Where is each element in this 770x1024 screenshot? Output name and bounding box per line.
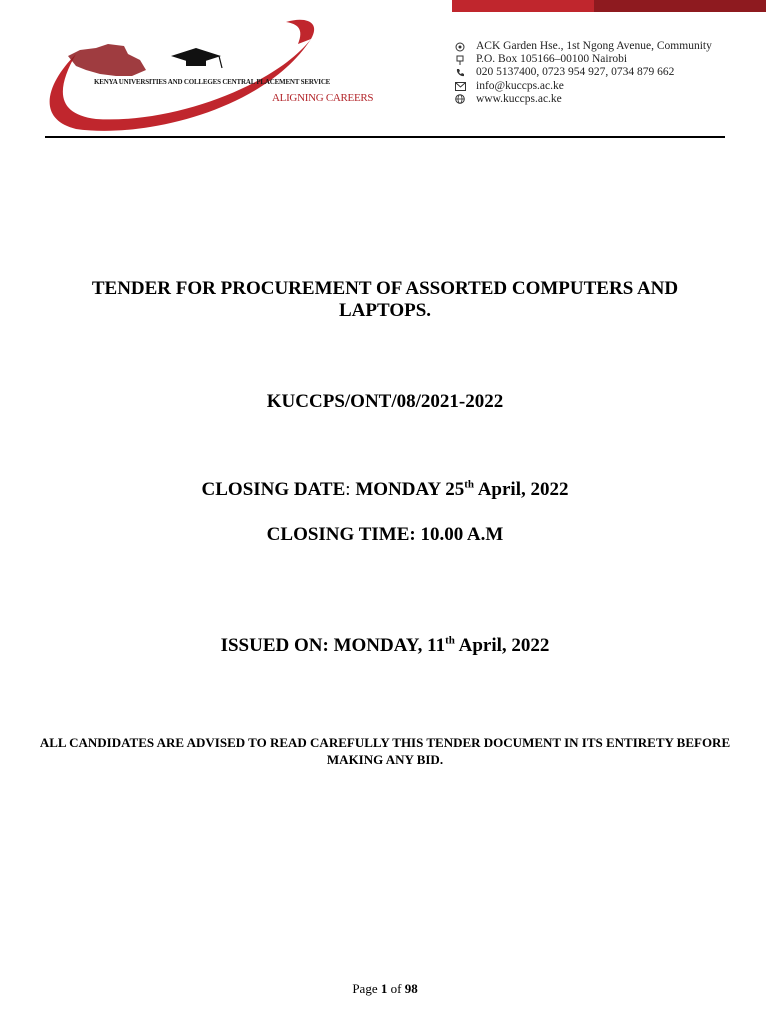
page-label: Page bbox=[352, 981, 378, 996]
header-divider bbox=[45, 136, 725, 138]
closing-date-day: MONDAY 25 bbox=[355, 479, 465, 500]
document-title: TENDER FOR PROCUREMENT OF ASSORTED COMPUTERS AND LAPTOPS. bbox=[91, 278, 679, 321]
org-tagline: ALIGNING CAREERS bbox=[272, 92, 374, 104]
mailbox-icon bbox=[454, 54, 466, 66]
globe-icon bbox=[454, 93, 466, 105]
contact-phone-text: 020 5137400, 0723 954 927, 0734 879 662 bbox=[476, 66, 675, 79]
candidate-advice: ALL CANDIDATES ARE ADVISED TO READ CAREFULLY THIS TENDER DOCUMENT IN ITS ENTIRETY BEFORE MAKING ANY BID. bbox=[39, 735, 731, 767]
issued-date bbox=[0, 635, 770, 657]
contact-address bbox=[454, 40, 712, 53]
header-accent-bar-dark bbox=[594, 0, 766, 12]
tender-reference: KUCCPS/ONT/08/2021-2022 bbox=[266, 391, 504, 412]
page-of-label: of bbox=[390, 981, 402, 996]
kuccps-logo bbox=[36, 14, 376, 132]
contact-block bbox=[454, 40, 712, 106]
page-footer bbox=[0, 981, 770, 997]
contact-website bbox=[454, 93, 712, 106]
closing-date-rest: April, 2022 bbox=[474, 479, 569, 500]
envelope-icon bbox=[454, 80, 466, 92]
closing-date bbox=[0, 479, 770, 501]
issued-rest: April, 2022 bbox=[454, 635, 550, 656]
location-icon bbox=[454, 41, 466, 53]
closing-date-separator: : bbox=[345, 479, 351, 500]
contact-postal bbox=[454, 53, 712, 66]
page-total: 98 bbox=[404, 981, 418, 996]
header-accent-bar bbox=[452, 0, 766, 12]
contact-phone bbox=[454, 66, 712, 79]
contact-email-text: info@kuccps.ac.ke bbox=[476, 79, 564, 92]
contact-address-text: ACK Garden Hse., 1st Ngong Avenue, Community bbox=[476, 40, 712, 52]
closing-date-label: CLOSING DATE bbox=[201, 479, 346, 500]
issued-prefix: ISSUED ON: MONDAY, 11 bbox=[220, 635, 446, 656]
page-number: 1 bbox=[380, 981, 388, 996]
logo-swoosh-graphic bbox=[36, 14, 376, 132]
phone-icon bbox=[454, 67, 466, 79]
closing-date-suffix: th bbox=[464, 478, 474, 491]
contact-postal-text: P.O. Box 105166–00100 Nairobi bbox=[476, 53, 628, 66]
org-name: KENYA UNIVERSITIES AND COLLEGES CENTRAL PLACEMENT SERVICE bbox=[94, 78, 331, 86]
contact-email bbox=[454, 80, 712, 93]
issued-suffix: th bbox=[445, 634, 455, 647]
closing-time: CLOSING TIME: 10.00 A.M bbox=[266, 524, 504, 545]
contact-website-text: www.kuccps.ac.ke bbox=[476, 92, 562, 105]
